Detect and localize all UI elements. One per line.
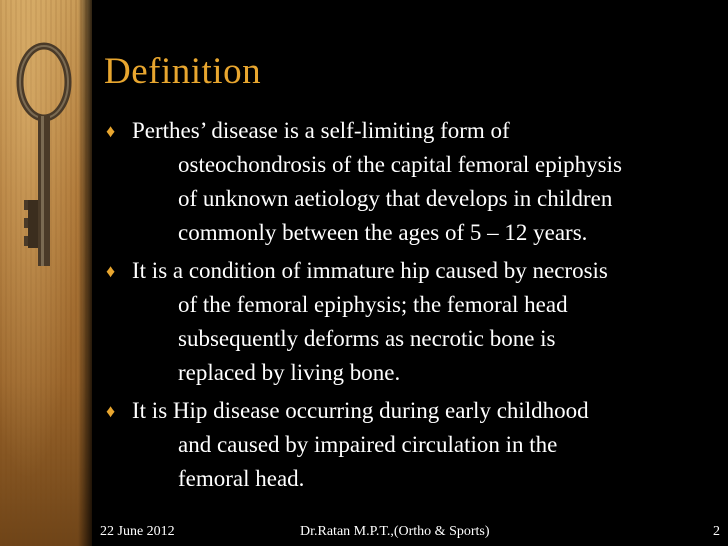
bullet-line: commonly between the ages of 5 – 12 years. <box>178 220 588 245</box>
bullet-line: and caused by impaired circulation in the <box>178 432 558 457</box>
bullet-line: replaced by living bone. <box>178 360 401 385</box>
footer-date: 22 June 2012 <box>100 524 175 539</box>
bullet-item <box>104 254 714 390</box>
bullet-line: femoral head. <box>178 466 305 491</box>
decorative-side-panel <box>0 0 92 546</box>
page-number: 2 <box>713 524 720 539</box>
diamond-bullet-icon: ♦ <box>106 401 116 421</box>
bullet-line: osteochondrosis of the capital femoral epiphysis <box>178 152 622 177</box>
antique-key-icon <box>6 40 84 280</box>
bullet-item <box>104 114 714 250</box>
bullet-item <box>104 394 714 496</box>
bullet-line: of unknown aetiology that develops in children <box>178 186 613 211</box>
slide-title: Definition <box>104 51 262 92</box>
bullet-line: subsequently deforms as necrotic bone is <box>178 326 556 351</box>
bullet-line: It is Hip disease occurring during early childhood <box>132 398 589 423</box>
diamond-bullet-icon: ♦ <box>106 261 116 281</box>
diamond-bullet-icon: ♦ <box>106 121 116 141</box>
bullet-line: of the femoral epiphysis; the femoral head <box>178 292 568 317</box>
bullet-list <box>104 114 714 500</box>
bullet-line: Perthes’ disease is a self-limiting form of <box>132 118 510 143</box>
slide-footer <box>0 520 728 540</box>
bullet-line: It is a condition of immature hip caused by necrosis <box>132 258 608 283</box>
footer-author: Dr.Ratan M.P.T.,(Ortho & Sports) <box>300 524 490 539</box>
